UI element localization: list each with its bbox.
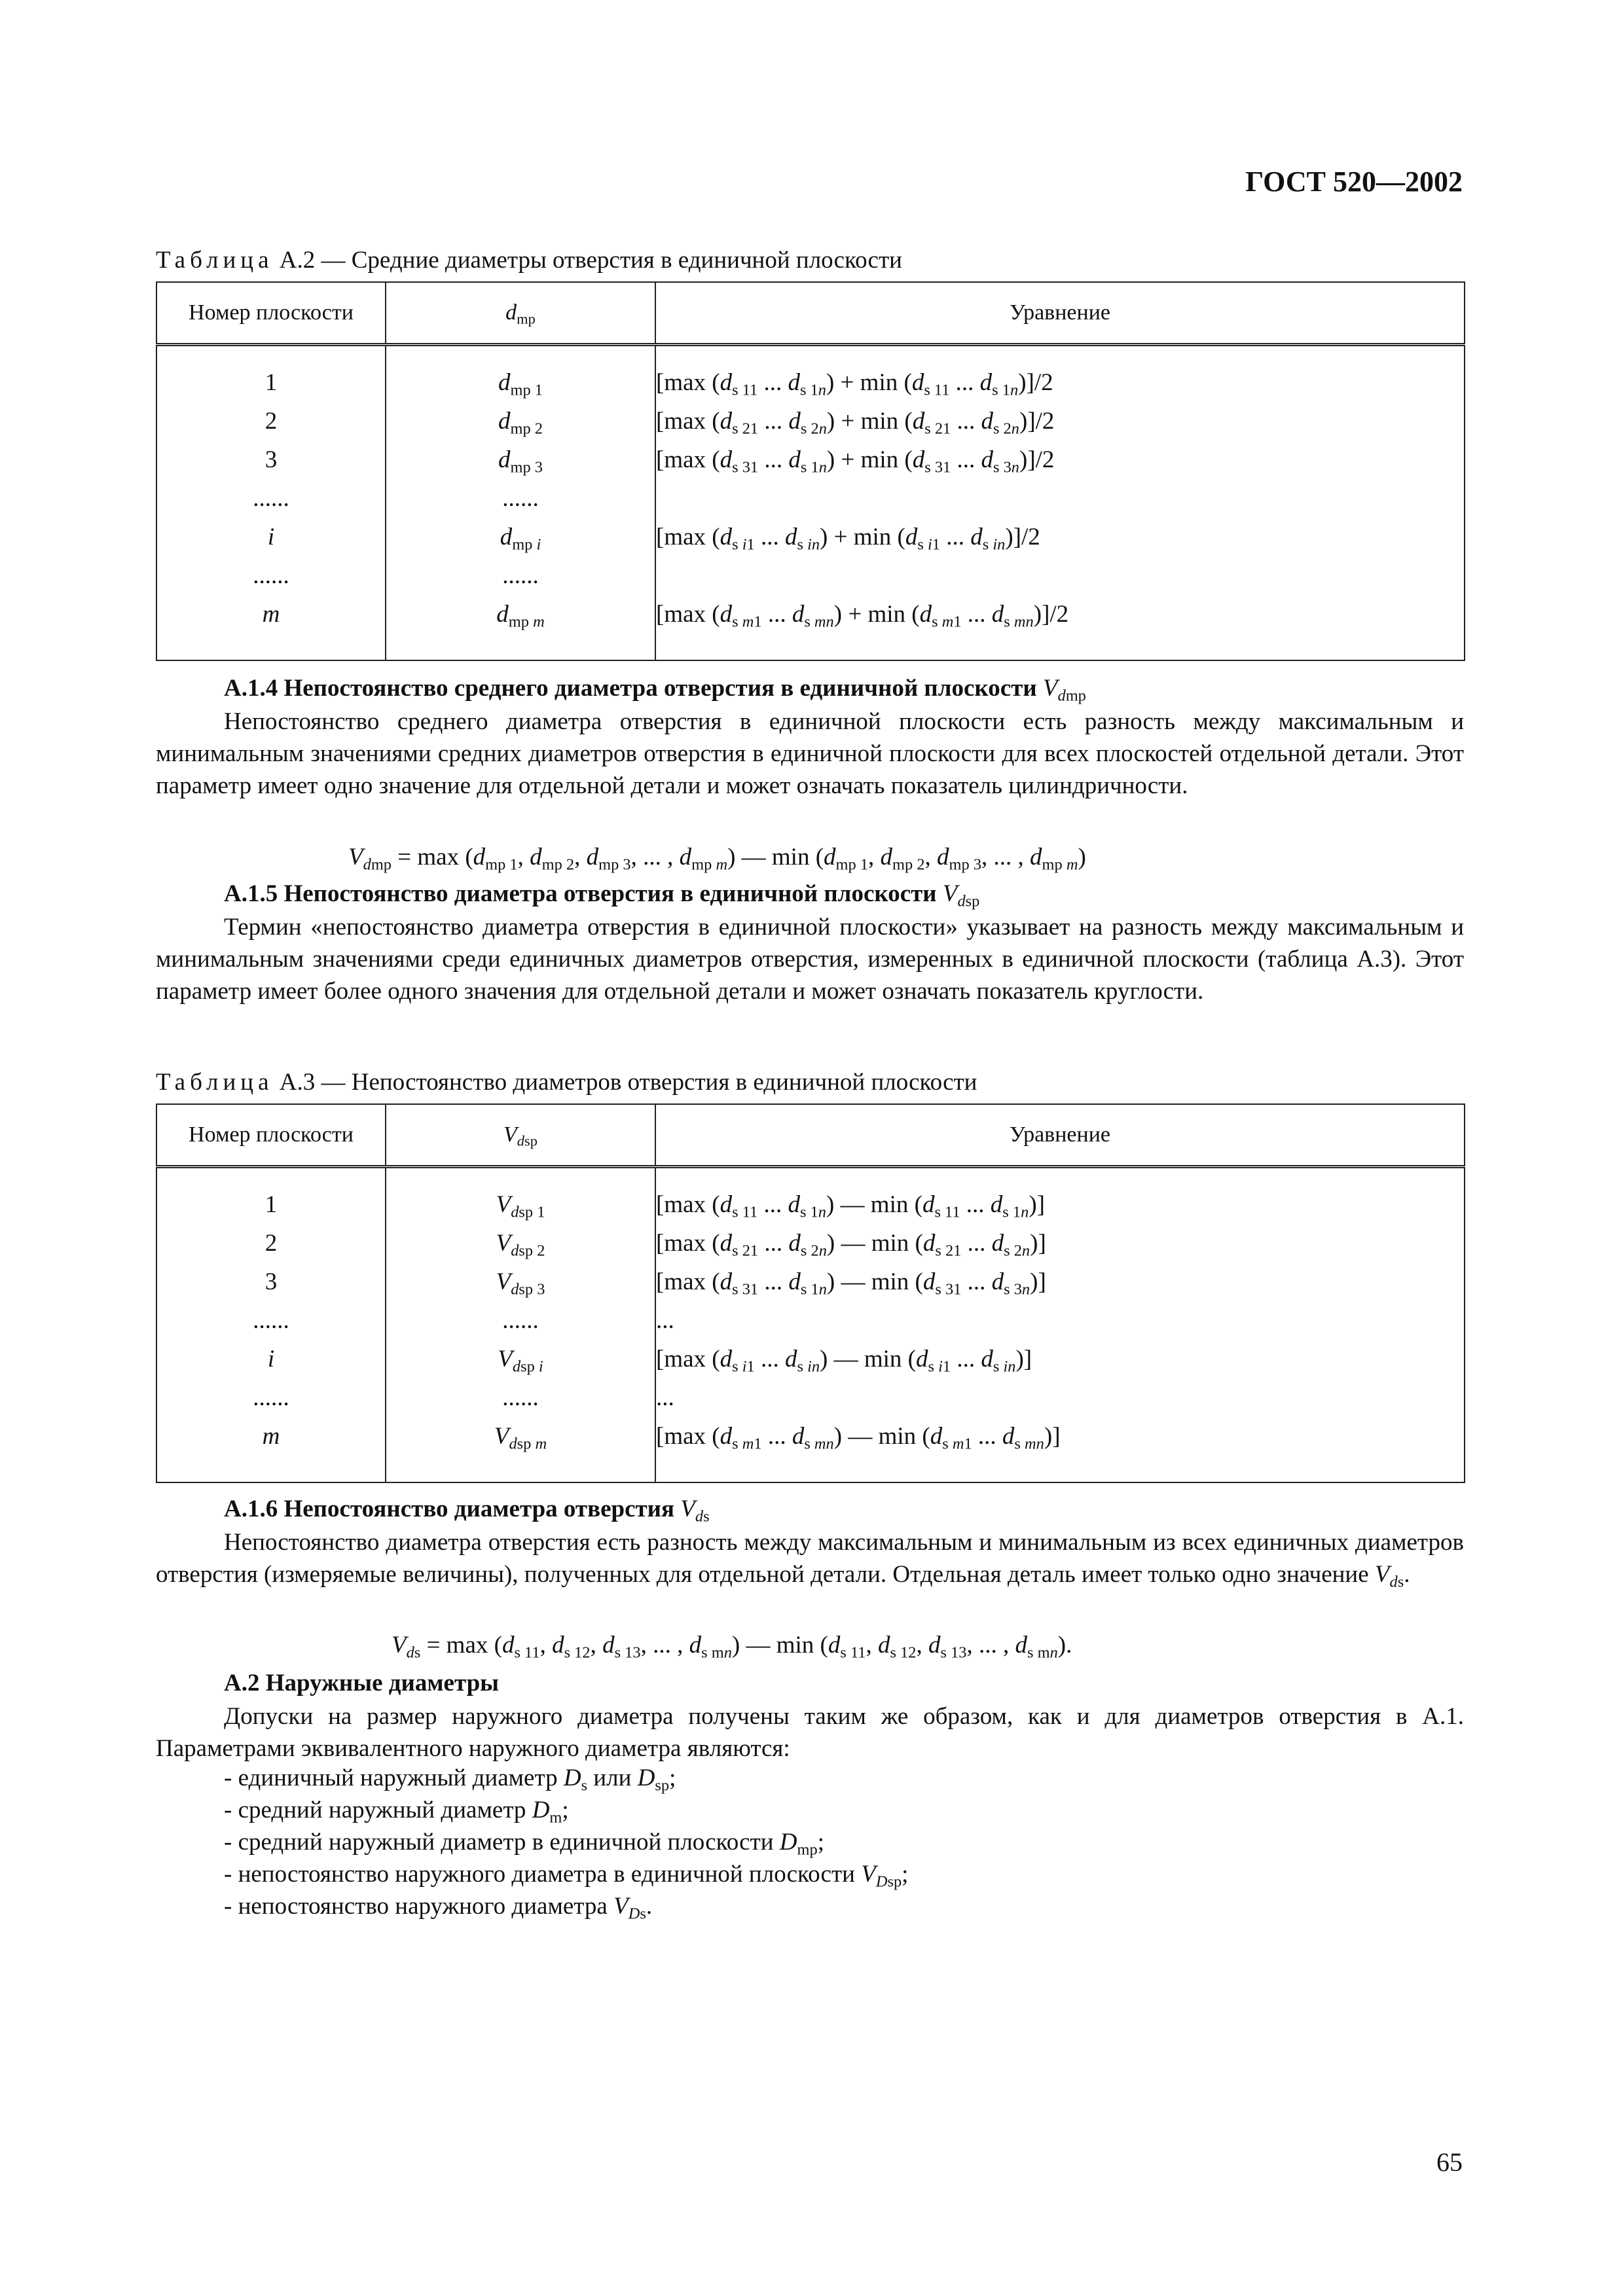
section-a14-title: А.1.4 Непостоянство среднего диаметра отверстия в единичной плоскости $V_{dmp}$ (224, 675, 1086, 705)
document-code: ГОСТ 520—2002 (1245, 166, 1463, 198)
list-item: - единичный наружный диаметр $D_s$ или $D_{sp}$; (224, 1765, 676, 1795)
page-number: 65 (1436, 2147, 1463, 2177)
table-row: i $V_{dsp i}$ [max ($d_{s i1}$ ... $d_{s in}$) — $\min (d_{s i1}$ ... $d_{s in}$)] (156, 1340, 1465, 1378)
table-a2-caption: Таблица А.2 — Средние диаметры отверстия в единичной плоскости (156, 247, 902, 274)
col-header-equation: Уравнение (655, 1104, 1465, 1167)
section-a15-title: А.1.5 Непостоянство диаметра отверстия в единичной плоскости $V_{dsp}$ (224, 880, 980, 910)
table-a3-caption: Таблица А.3 — Непостоянство диаметров отверстия в единичной плоскости (156, 1069, 977, 1096)
list-item: - средний наружный диаметр $D_m$; (224, 1797, 569, 1827)
section-a16-body: Непостоянство диаметра отверстия есть разность между максимальным и минимальным из всех единичных диаметров отверстия (измеряемые величины), полученных для отдельной детали. Отдельная деталь имеет только одно значение $V_{ds}$. (156, 1529, 1464, 1591)
section-a2-body: Допуски на размер наружного диаметра получены таким же образом, как и для диаметров отверстия в А.1. Параметрами эквивалентного наружного диаметра являются: (156, 1703, 1464, 1762)
col-header-symbol: $V_{dsp}$ (386, 1104, 655, 1167)
table-row: 2 $V_{dsp 2}$ [max ($d_{s 21}$ ... $d_{s 2n}$) — $\min (d_{s 21}$ ... $d_{s 2n}$)] (156, 1224, 1465, 1263)
parameter-list (224, 1762, 908, 1922)
table-row: 1 $d_{mp 1}$ [max ($d_{s 11}$ ... $d_{s 1n}) + \min (d_{s 11}$ ... $d_{s 1n})]/2$ (156, 345, 1465, 403)
section-a15-body: Термин «непостоянство диаметра отверстия в единичной плоскости» указывает на разность между максимальным и минимальным значениями среди единичных диаметров отверстия, измеренных в единичной плоскости (таблица А.3). Этот параметр имеет более одного значения для отдельной детали и может означать показатель круглости. (156, 914, 1464, 1005)
section-a16-title: А.1.6 Непостоянство диаметра отверстия $V_{ds}$ (224, 1496, 710, 1526)
table-row: 1 $V_{dsp 1}$ [max ($d_{s 11}$ ... $d_{s 1n}$) — $\min (d_{s 11}$ ... $d_{s 1n}$)] (156, 1167, 1465, 1225)
list-item: - непостоянство наружного диаметра $V_{Ds}$. (224, 1893, 653, 1923)
formula-vds: $V_{ds} = \max (d_{s 11}$, $d_{s 12}$, $d_{s 13}$, ... , $d_{s mn}$) — $\min (d_{s 11}$, $d_{s 12}$, $d_{s 13}$, ... , $d_{s mn}$). (392, 1632, 1072, 1662)
section-a14-body: Непостоянство среднего диаметра отверстия в единичной плоскости есть разность между максимальным и минимальным значениями средних диаметров отверстия в единичной плоскости для всех плоскостей отдельной детали. Этот параметр имеет одно значение для отдельной детали и может означать показатель цилиндричности. (156, 708, 1464, 799)
table-row: ...... ...... ... (156, 1378, 1465, 1417)
table-row: ...... ...... (156, 556, 1465, 595)
table-a3 (156, 1103, 1465, 1483)
table-row: 2 $d_{mp 2}$ [max ($d_{s 21}$ ... $d_{s 2n}) + \min (d_{s 21}$ ... $d_{s 2n})]/2$ (156, 402, 1465, 440)
col-header-equation: Уравнение (655, 282, 1465, 345)
formula-vdmp: $V_{dmp} = \max (d_{mp 1}$, $d_{mp 2}$, $d_{mp 3}$, ... , $d_{mp m}$) — $\min (d_{mp 1}$, $d_{mp 2}$, $d_{mp 3}$, ... , $d_{mp m}$) (348, 844, 1086, 874)
col-header-number: Номер плоскости (156, 282, 386, 345)
table-row: 3 $V_{dsp 3}$ [max ($d_{s 31}$ ... $d_{s 1n}$) — $\min (d_{s 31}$ ... $d_{s 3n}$)] (156, 1263, 1465, 1301)
col-header-number: Номер плоскости (156, 1104, 386, 1167)
section-a2-title: А.2 Наружные диаметры (224, 1670, 500, 1696)
list-item: - средний наружный диаметр в единичной плоскости $D_{mp}$; (224, 1829, 824, 1859)
table-row: m $V_{dsp m}$ [max ($d_{s m1}$ ... $d_{s mn}$) — $\min (d_{s m1}$ ... $d_{s mn}$)] (156, 1417, 1465, 1482)
col-header-symbol: $d_{mp}$ (386, 282, 655, 345)
table-row: m $d_{mp m}$ [max ($d_{s m1}$ ... $d_{s mn}) + \min (d_{s m1}$ ... $d_{s mn})]/2$ (156, 595, 1465, 660)
table-row: 3 $d_{mp 3}$ [max ($d_{s 31}$ ... $d_{s 1n}) + \min (d_{s 31}$ ... $d_{s 3n})]/2$ (156, 440, 1465, 479)
table-row: ...... ...... ... (156, 1301, 1465, 1340)
table-row: ...... ...... (156, 479, 1465, 518)
table-row: i $d_{mp i}$ [max ($d_{s i1}$ ... $d_{s in}) + \min (d_{s i1}$ ... $d_{s in})]/2$ (156, 518, 1465, 556)
table-a2 (156, 281, 1465, 661)
list-item: - непостоянство наружного диаметра в единичной плоскости $V_{Dsp}$; (224, 1861, 909, 1891)
